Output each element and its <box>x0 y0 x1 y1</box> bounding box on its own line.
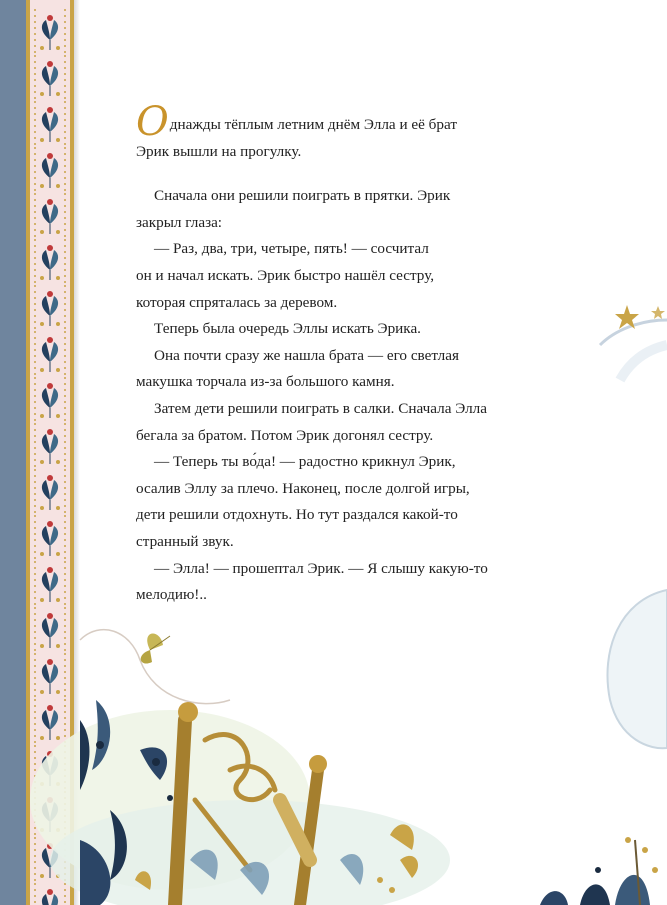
small-star-icon <box>651 306 665 319</box>
butterfly-icon <box>141 634 170 664</box>
spine-blue-strip <box>0 0 26 905</box>
story-line: странный звук. <box>136 532 234 550</box>
drop-cap: О <box>136 99 169 145</box>
story-line: — Раз, два, три, четыре, пять! — сосчитал <box>154 240 429 258</box>
story-line: макушка торчала из-за большого камня. <box>136 373 395 391</box>
bubble-icon <box>607 590 667 748</box>
opening-line-rest: днажды тёплым летним днём Элла и её брат <box>169 116 457 133</box>
story-line: Теперь была очередь Эллы искать Эрика. <box>154 320 421 338</box>
story-line: дети решили отдохнуть. Но тут раздался какой-то <box>136 506 458 524</box>
opening-line <box>136 99 576 145</box>
story-line: Сначала они решили поиграть в прятки. Эрик <box>154 187 451 205</box>
page-fold-shadow <box>74 0 80 905</box>
story-line: бегала за братом. Потом Эрик догонял сестру. <box>136 426 434 444</box>
story-line: он и начал искать. Эрик быстро нашёл сестру, <box>136 266 435 284</box>
story-line: Затем дети решили поиграть в салки. Сначала Элла <box>154 399 488 417</box>
garden-gate-icon <box>175 702 327 905</box>
star-icon <box>615 305 639 329</box>
foliage-right-icon <box>540 837 658 905</box>
story-line: которая спряталась за деревом. <box>136 293 338 311</box>
story-line: Она почти сразу же нашла брата — его светлая <box>154 346 459 364</box>
opening-line-2: Эрик вышли на прогулку. <box>136 142 302 160</box>
story-line: мелодию!.. <box>136 586 207 604</box>
story-text <box>136 99 576 609</box>
floral-border <box>30 0 70 905</box>
story-line: — Элла! — прошептал Эрик. — Я слышу какую-то <box>154 559 488 577</box>
foliage-icon <box>80 700 173 905</box>
story-line: закрыл глаза: <box>136 213 223 231</box>
floral-border-pattern <box>30 0 70 905</box>
story-line: — Теперь ты во́да! — радостно крикнул Эрик, <box>154 453 456 471</box>
story-line: осалив Эллу за плечо. Наконец, после долгой игры, <box>136 479 470 497</box>
